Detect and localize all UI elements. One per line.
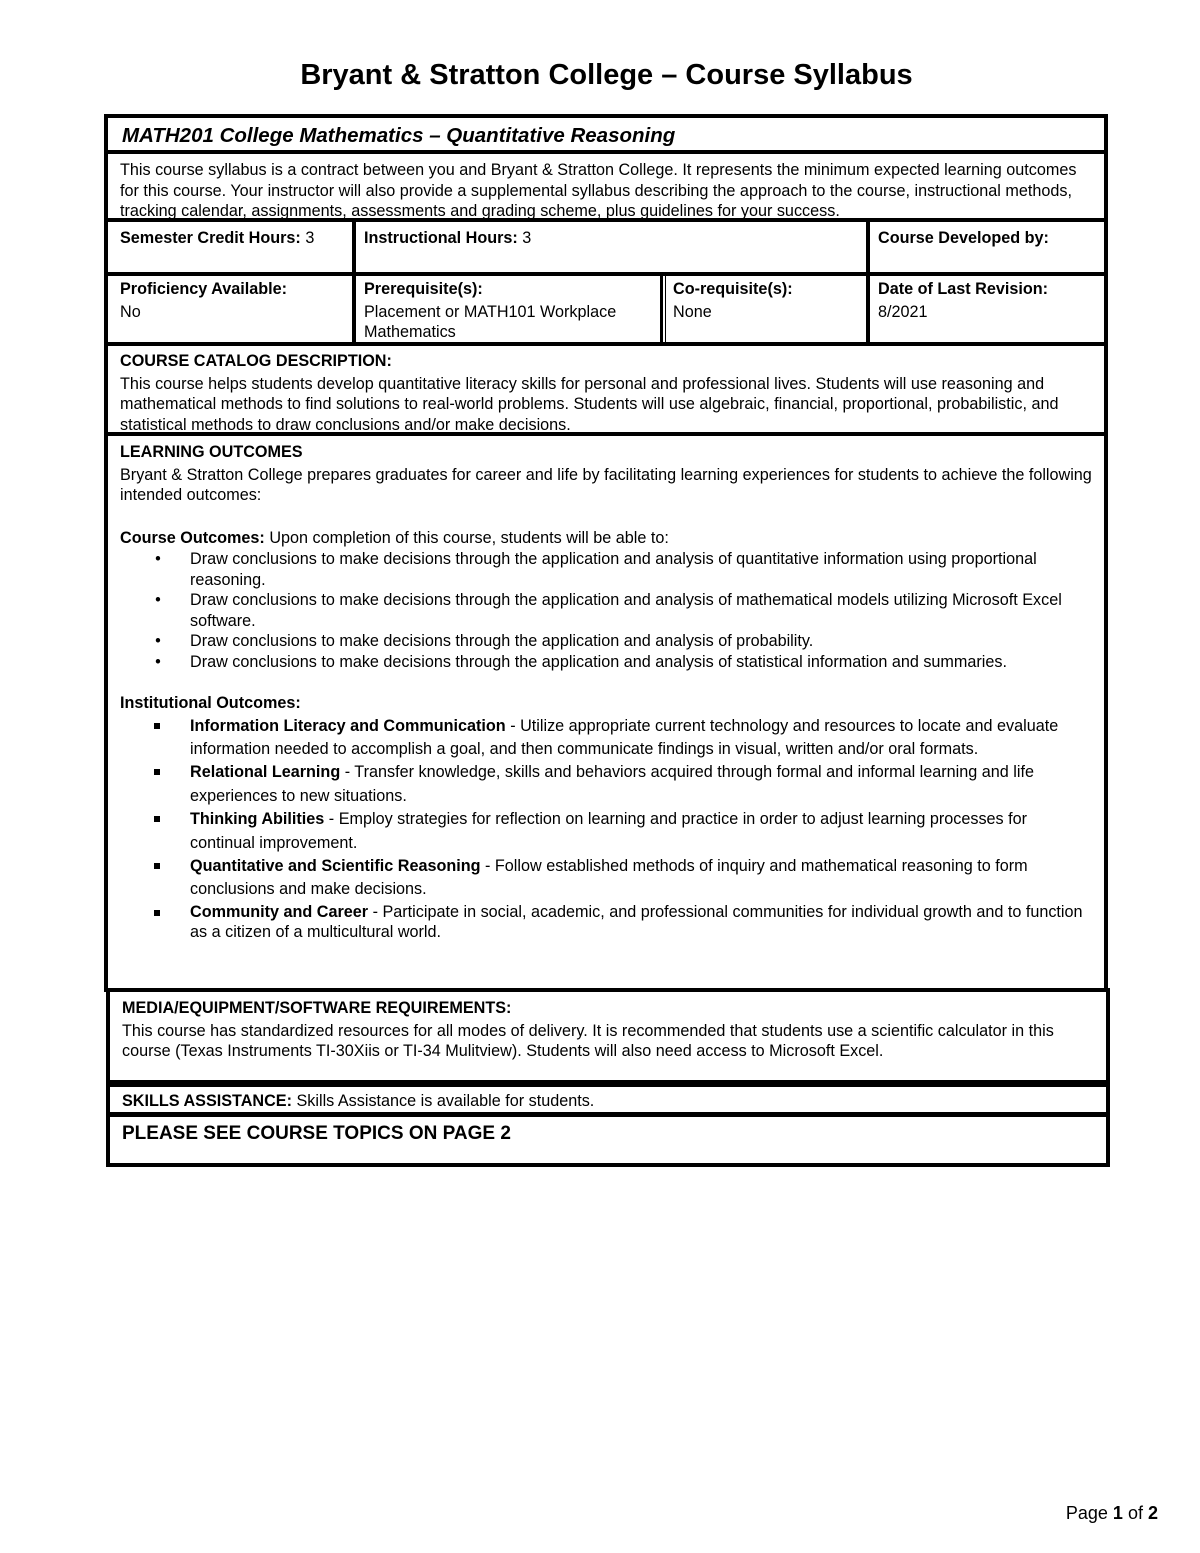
credit-hours-cell	[120, 228, 350, 249]
skills-text: Skills Assistance is available for students.	[296, 1092, 595, 1110]
corequisite-cell	[673, 279, 863, 322]
proficiency-cell	[120, 279, 350, 322]
credit-hours-label: Semester Credit Hours:	[120, 229, 301, 247]
page-label: Page	[1065, 1503, 1108, 1523]
list-item: Relational Learning - Transfer knowledge, skills and behaviors acquired through formal and informal learning and life experiences to new situations.	[120, 761, 1096, 808]
institutional-outcomes-label: Institutional Outcomes:	[120, 694, 301, 712]
course-title: MATH201 College Mathematics – Quantitative Reasoning	[122, 124, 676, 147]
proficiency-value: No	[120, 302, 141, 321]
learning-outcomes-heading: LEARNING OUTCOMES	[120, 443, 303, 461]
topics-note: PLEASE SEE COURSE TOPICS ON PAGE 2	[122, 1123, 511, 1144]
page-total: 2	[1147, 1503, 1158, 1523]
media-text: This course has standardized resources for all modes of delivery. It is recommended that students use a scientific calculator in this course (Texas Instruments TI-30Xiis or TI-34 Mulitview). Students will also need access to Microsoft Excel.	[122, 1021, 1054, 1060]
developed-by-label: Course Developed by:	[878, 229, 1049, 247]
list-item: Information Literacy and Communication - Utilize appropriate current technology and resources to locate and evaluate information needed to accomplish a goal, and then communicate findings in visual, written and/or oral formats.	[120, 715, 1096, 762]
skills-assistance-box	[106, 1083, 1110, 1116]
prerequisite-value: Placement or MATH101 Workplace Mathematics	[364, 302, 617, 341]
revision-label: Date of Last Revision:	[878, 280, 1049, 298]
learning-outcomes-box	[104, 432, 1108, 992]
list-item: • Draw conclusions to make decisions through the application and analysis of probability.	[155, 632, 814, 650]
intro-box	[104, 150, 1108, 222]
course-outcomes-list	[120, 549, 1096, 672]
corequisite-label: Co-requisite(s):	[673, 280, 793, 298]
catalog-text: This course helps students develop quantitative literacy skills for personal and professional lives. Students will use reasoning and mathematical methods to find solutions to real-world problems. Students will use algebraic, financial, proportional, probabilistic, and statistical methods to draw conclusions and/or make decisions.	[120, 374, 1059, 434]
media-heading: MEDIA/EQUIPMENT/SOFTWARE REQUIREMENTS:	[122, 999, 512, 1017]
course-info-grid	[104, 218, 1108, 346]
learning-outcomes-intro: Bryant & Stratton College prepares graduates for career and life by facilitating learning experiences for students to achieve the following intended outcomes:	[120, 465, 1092, 504]
revision-cell	[878, 279, 1103, 322]
page-of: of	[1127, 1503, 1143, 1523]
document-title: Bryant & Stratton College – Course Syllabus	[300, 59, 913, 91]
list-item: • Draw conclusions to make decisions through the application and analysis of mathematical models utilizing Microsoft Excel software.	[155, 591, 1062, 630]
catalog-description-box	[104, 342, 1108, 436]
course-outcomes-label: Course Outcomes:	[120, 528, 265, 547]
skills-assistance-line	[122, 1091, 594, 1112]
course-outcomes-text: Upon completion of this course, students will be able to:	[269, 528, 669, 547]
instructional-hours-cell	[364, 228, 859, 249]
topics-note-box	[106, 1113, 1110, 1167]
list-item: • Draw conclusions to make decisions through the application and analysis of statistical information and summaries.	[155, 652, 1007, 671]
instructional-hours-value: 3	[522, 229, 532, 247]
course-outcomes-line	[120, 528, 1096, 549]
skills-label: SKILLS ASSISTANCE:	[122, 1092, 292, 1110]
page-number	[1066, 1503, 1158, 1524]
course-intro-text: This course syllabus is a contract between you and Bryant & Stratton College. It represents the minimum expected learning outcomes for this course. Your instructor will also provide a supplemental syllabus describing the approach to the course, instructional methods, tracking calendar, assignments, assessments and grading scheme, plus guidelines for your success.	[120, 161, 1077, 220]
course-title-box	[104, 114, 1108, 154]
credit-hours-value: 3	[305, 229, 315, 247]
corequisite-value: None	[673, 302, 712, 321]
list-item: Community and Career - Participate in social, academic, and professional communities for individual growth and to function as a citizen of a multicultural world.	[120, 902, 1096, 943]
list-item: Thinking Abilities - Employ strategies for reflection on learning and practice in order to adjust learning processes for continual improvement.	[120, 808, 1096, 855]
list-item: Quantitative and Scientific Reasoning - Follow established methods of inquiry and mathematical reasoning to form conclusions and make decisions.	[120, 855, 1096, 902]
list-item: • Draw conclusions to make decisions through the application and analysis of quantitative information using proportional reasoning.	[155, 550, 1037, 589]
prerequisite-cell	[364, 279, 656, 343]
institutional-outcomes-list	[120, 715, 1096, 943]
catalog-heading: COURSE CATALOG DESCRIPTION:	[120, 352, 392, 370]
proficiency-label: Proficiency Available:	[120, 280, 288, 298]
prerequisite-label: Prerequisite(s):	[364, 280, 483, 298]
instructional-hours-label: Instructional Hours:	[364, 229, 518, 247]
page-current: 1	[1112, 1503, 1123, 1523]
media-requirements-box	[106, 988, 1110, 1084]
revision-value: 8/2021	[878, 302, 928, 321]
